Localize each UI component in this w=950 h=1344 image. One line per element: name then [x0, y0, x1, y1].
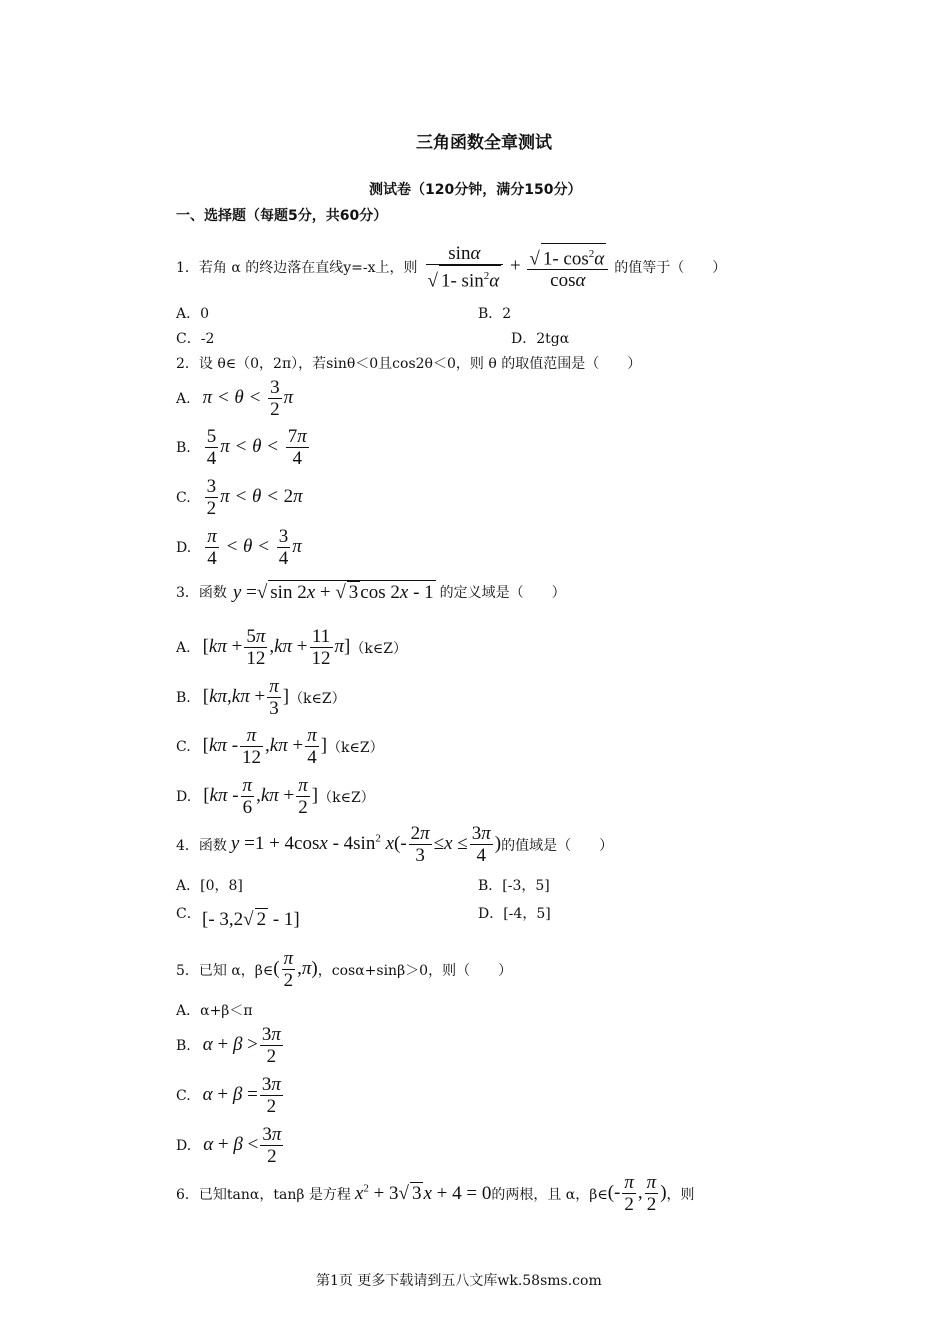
q4-option-a: A．[0，8] — [176, 878, 243, 894]
question-5: 5．已知 α，β∈ ( $\frac{\pi}{2}$ ,π) ，cosα+sinβ＞0，则（ ） — [176, 948, 513, 991]
q1-stem: 1．若角 α 的终边落在直线y=-x上，则 — [176, 260, 418, 277]
q1-formula: $\frac{\sin\alpha}{√ 1- \sin^2\alpha}$ + $\frac{√ 1- \cos^2\alpha}{\cos\alpha}$ — [424, 243, 611, 291]
q1-option-c: C．-2 — [176, 331, 215, 347]
q4-option-c-value: [- 3,2√ 2 - 1] — [202, 909, 300, 930]
question-4: 4．函数 $y =1 + 4\cos x - 4\sin^2$ x(- $\frac{2\pi}{3}$ ≤x ≤ $\frac{3\pi}{4}$ ) 的值域是（ ） — [176, 823, 614, 866]
q1-tail: 的值等于（ ） — [614, 260, 727, 277]
q2-option-b: B. $\frac{5}{4}$ π < θ < $\frac{7\pi}{4}$ — [176, 426, 307, 469]
section-heading: 一、选择题（每题5分，共60分） — [176, 208, 388, 224]
q5-option-a: A．α+β＜π — [176, 1003, 253, 1019]
question-1 — [176, 243, 726, 291]
q1-option-b: B．2 — [478, 306, 512, 322]
q4-option-c-label: C． — [176, 906, 201, 922]
q3-option-c: C. [kπ - $\frac{\pi}{12}$ ,kπ + $\frac{\pi}{4}$ ] （k∈Z） — [176, 725, 384, 768]
q2-option-a: A. π < θ < $\frac{3}{2}$ π — [176, 377, 294, 420]
q2-option-c: C. $\frac{3}{2}$ π < θ < 2π — [176, 476, 303, 519]
q5-option-b: B. α + β > $\frac{3\pi}{2}$ — [176, 1024, 281, 1067]
q1-option-d: D．2tgα — [511, 331, 570, 347]
question-3: 3．函数 y =√ sin 2x + √ 3 cos 2x - 1 的定义域是（ ） — [176, 582, 566, 603]
q3-option-a: A. [kπ + $\frac{5\pi}{12}$ ,kπ + $\frac{11}{12}$ π] （k∈Z） — [176, 626, 407, 669]
q5-option-d: D. α + β < $\frac{3\pi}{2}$ — [176, 1124, 282, 1167]
q5-option-c: C. α + β = $\frac{3\pi}{2}$ — [176, 1074, 281, 1117]
q2-stem: 2．设 θ∈（0，2π），若sinθ＜0且cos2θ＜0，则 θ 的取值范围是（ ） — [176, 356, 642, 372]
q1-option-a: A．0 — [176, 306, 210, 322]
q4-option-d: D．[-4，5] — [478, 906, 551, 922]
page-footer: 第1页 更多下载请到五八文库wk.58sms.com — [316, 1273, 602, 1289]
question-6: 6．已知tanα，tanβ 是方程 $x^2 + 3√$ 3 x + 4 = 0 的两根，且 α，β∈ (- $\frac{\pi}{2}$ , $\frac{\pi}{2}$ ) ，则 — [176, 1172, 695, 1215]
q3-option-b: B. [kπ,kπ + $\frac{\pi}{3}$ ] （k∈Z） — [176, 676, 346, 719]
q3-option-d: D. [kπ - $\frac{\pi}{6}$ ,kπ + $\frac{\pi}{2}$ ] （k∈Z） — [176, 775, 375, 818]
page-subtitle: 测试卷（120分钟，满分150分） — [369, 182, 582, 198]
q4-option-b: B．[-3，5] — [478, 878, 550, 894]
q2-option-d: D. $\frac{\pi}{4}$ < θ < $\frac{3}{4}$ π — [176, 526, 302, 569]
page-title: 三角函数全章测试 — [416, 133, 552, 153]
